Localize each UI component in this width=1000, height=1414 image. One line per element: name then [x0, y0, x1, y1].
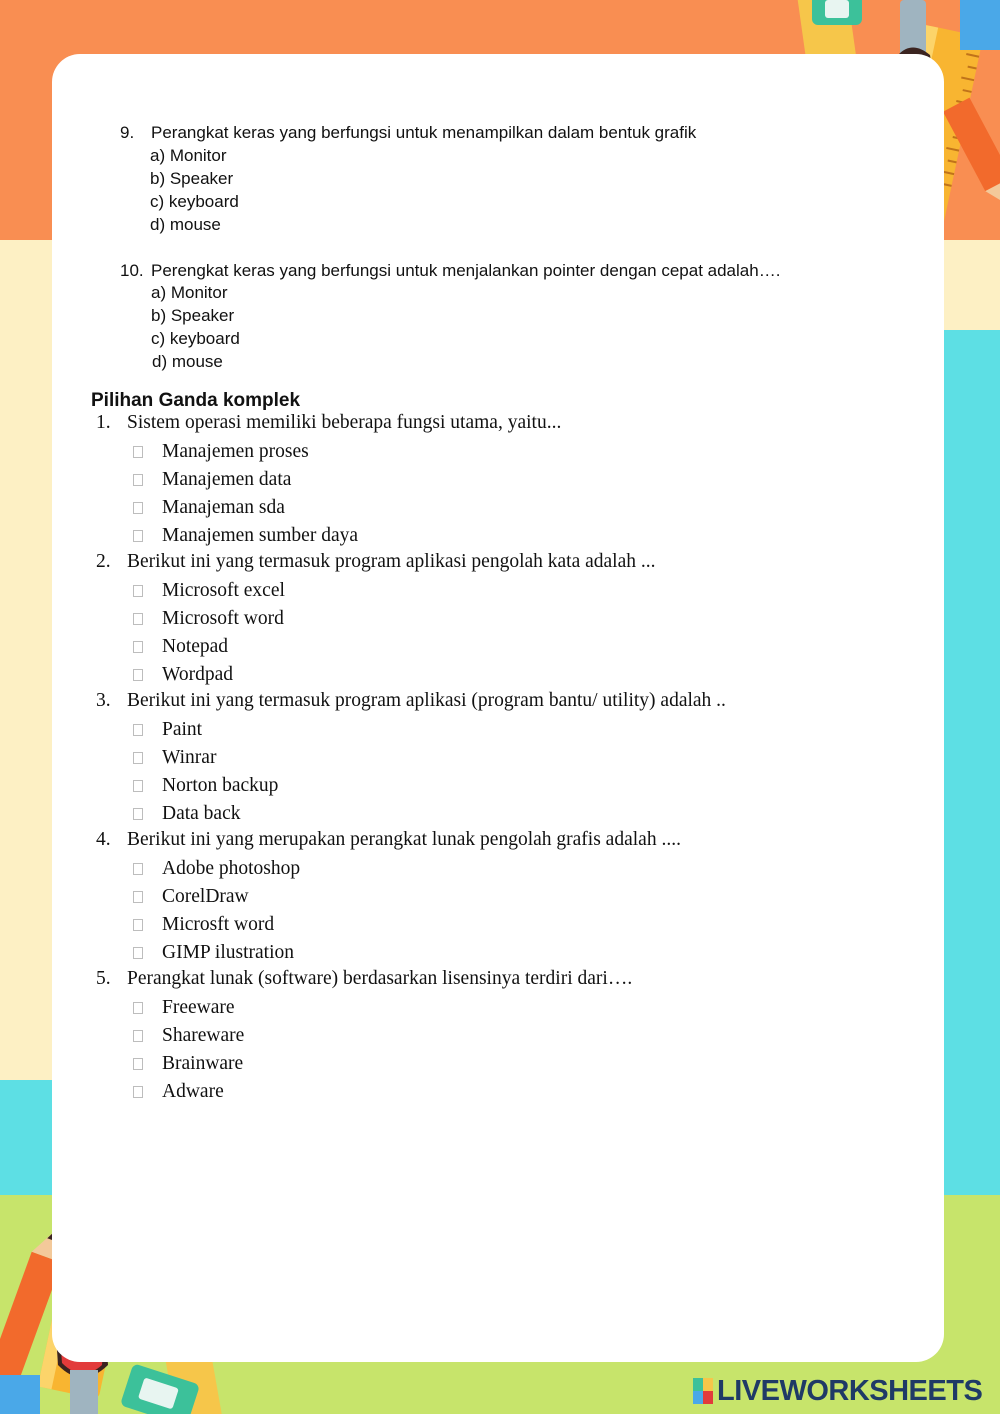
- complex-q5-option-4-checkbox[interactable]: [133, 1086, 143, 1098]
- complex-q2-option-3-label: Notepad: [162, 636, 229, 657]
- question-9-option-b[interactable]: b) Speaker: [150, 169, 234, 188]
- complex-question-1-text: Sistem operasi memiliki beberapa fungsi utama, yaitu...: [127, 412, 562, 433]
- complex-q5-option-2-label: Shareware: [162, 1025, 245, 1046]
- complex-q3-option-3-checkbox[interactable]: [133, 780, 143, 792]
- complex-q5-option-1-label: Freeware: [162, 997, 235, 1018]
- complex-q4-option-1-label: Adobe photoshop: [162, 858, 301, 879]
- question-10-option-d[interactable]: d) mouse: [152, 352, 223, 371]
- complex-q2-option-1-label: Microsoft excel: [162, 580, 285, 601]
- complex-q4-option-3-label: Microsft word: [162, 914, 275, 935]
- complex-question-5-text: Perangkat lunak (software) berdasarkan lisensinya terdiri dari….: [127, 968, 633, 989]
- complex-q4-option-2-checkbox[interactable]: [133, 891, 143, 903]
- complex-q5-option-2-checkbox[interactable]: [133, 1030, 143, 1042]
- logo-text: LIVEWORKSHEETS: [717, 1374, 983, 1407]
- complex-question-3-number: 3.: [96, 690, 111, 711]
- complex-q2-option-2-label: Microsoft word: [162, 608, 284, 629]
- complex-q3-option-1-label: Paint: [162, 719, 203, 740]
- section-heading: Pilihan Ganda komplek: [91, 390, 301, 411]
- complex-question-3-text: Berikut ini yang termasuk program aplikasi (program bantu/ utility) adalah ..: [127, 690, 726, 711]
- complex-q4-option-4-label: GIMP ilustration: [162, 942, 294, 963]
- complex-q2-option-3-checkbox[interactable]: [133, 641, 143, 653]
- complex-q1-option-3-label: Manajeman sda: [162, 497, 285, 518]
- complex-q5-option-1-checkbox[interactable]: [133, 1002, 143, 1014]
- complex-q4-option-2-label: CorelDraw: [162, 886, 249, 907]
- question-10-option-b[interactable]: b) Speaker: [151, 306, 235, 325]
- complex-q1-option-4-checkbox[interactable]: [133, 530, 143, 542]
- complex-q5-option-4-label: Adware: [162, 1081, 224, 1102]
- question-10-number: 10.: [120, 261, 144, 280]
- complex-question-4-text: Berikut ini yang merupakan perangkat lunak pengolah grafis adalah ....: [127, 829, 681, 850]
- complex-q3-option-4-checkbox[interactable]: [133, 808, 143, 820]
- complex-q3-option-3-label: Norton backup: [162, 775, 279, 796]
- complex-q4-option-3-checkbox[interactable]: [133, 919, 143, 931]
- question-10-text: Perengkat keras yang berfungsi untuk menjalankan pointer dengan cepat adalah….: [151, 261, 781, 280]
- complex-q1-option-2-label: Manajemen data: [162, 469, 292, 490]
- complex-q3-option-2-label: Winrar: [162, 747, 217, 768]
- question-9-text: Perangkat keras yang berfungsi untuk menampilkan dalam bentuk grafik: [151, 123, 697, 142]
- complex-q2-option-2-checkbox[interactable]: [133, 613, 143, 625]
- question-9-option-c[interactable]: c) keyboard: [150, 192, 239, 211]
- complex-q1-option-3-checkbox[interactable]: [133, 502, 143, 514]
- question-10-option-c[interactable]: c) keyboard: [151, 329, 240, 348]
- liveworksheets-logo[interactable]: [693, 1374, 982, 1408]
- complex-q3-option-1-checkbox[interactable]: [133, 724, 143, 736]
- complex-q2-option-4-checkbox[interactable]: [133, 669, 143, 681]
- complex-q4-option-1-checkbox[interactable]: [133, 863, 143, 875]
- logo-mark-icon: [693, 1378, 713, 1404]
- question-9-option-a[interactable]: a) Monitor: [150, 146, 227, 165]
- complex-question-2-number: 2.: [96, 551, 111, 572]
- complex-q1-option-1-label: Manajemen proses: [162, 441, 309, 462]
- complex-q5-option-3-checkbox[interactable]: [133, 1058, 143, 1070]
- complex-question-1-number: 1.: [96, 412, 111, 433]
- complex-q1-option-4-label: Manajemen sumber daya: [162, 525, 359, 546]
- question-9-option-d[interactable]: d) mouse: [150, 215, 221, 234]
- complex-question-2-text: Berikut ini yang termasuk program aplikasi pengolah kata adalah ...: [127, 551, 656, 572]
- complex-q1-option-1-checkbox[interactable]: [133, 446, 143, 458]
- complex-q4-option-4-checkbox[interactable]: [133, 947, 143, 959]
- complex-q3-option-2-checkbox[interactable]: [133, 752, 143, 764]
- complex-question-4-number: 4.: [96, 829, 111, 850]
- question-10-option-a[interactable]: a) Monitor: [151, 283, 228, 302]
- complex-q2-option-4-label: Wordpad: [162, 664, 233, 685]
- complex-q5-option-3-label: Brainware: [162, 1053, 244, 1074]
- complex-q1-option-2-checkbox[interactable]: [133, 474, 143, 486]
- complex-q2-option-1-checkbox[interactable]: [133, 585, 143, 597]
- complex-q3-option-4-label: Data back: [162, 803, 241, 824]
- complex-question-5-number: 5.: [96, 968, 111, 989]
- question-9-number: 9.: [120, 123, 135, 142]
